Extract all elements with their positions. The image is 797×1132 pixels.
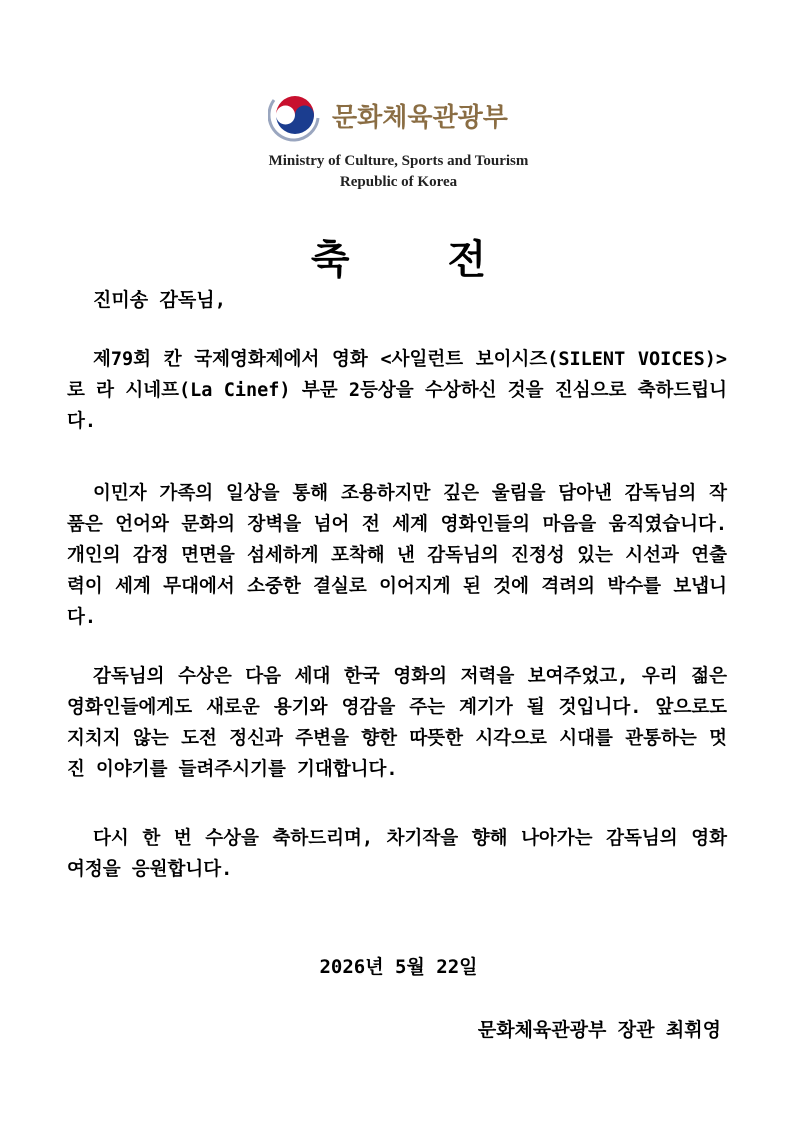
signature: 문화체육관광부 장관 최휘영 <box>477 1019 721 1041</box>
paragraph-3: 감독님의 수상은 다음 세대 한국 영화의 저력을 보여주었고, 우리 젊은 영화인들에게도 새로운 용기와 영감을 주는 계기가 될 것입니다. 앞으로도 지치지 않는 도전 정신과 주변을 향한 따뜻한 시각으로 시대를 관통하는 멋진 이야기를 들려주시기를 기대합니다. <box>67 666 727 780</box>
paragraph-4: 다시 한 번 수상을 축하드리며, 차기작을 향해 나아가는 감독님의 영화 여정을 응원합니다. <box>67 828 727 880</box>
taegeuk-emblem-icon <box>268 88 322 142</box>
paragraph-2: 이민자 가족의 일상을 통해 조용하지만 깊은 울림을 담아낸 감독님의 작품은 언어와 문화의 장벽을 넘어 전 세계 영화인들의 마음을 움직였습니다. 개인의 감정 면면을 섬세하게 포착해 낸 감독님의 진정성 있는 시선과 연출력이 세계 무대에서 소중한 결실로 이어지게 된 것에 격려의 박수를 보냅니다. <box>67 483 727 628</box>
country-name-english: Republic of Korea <box>339 174 458 190</box>
ministry-logo <box>268 88 508 142</box>
letter-date: 2026년 5월 22일 <box>319 956 478 978</box>
ministry-name-english: Ministry of Culture, Sports and Tourism <box>268 153 529 169</box>
ministry-name-korean: 문화체육관광부 <box>332 102 508 133</box>
letter-title: 축 전 <box>310 237 529 283</box>
ministry-name-english-block <box>0 151 797 193</box>
salutation: 진미송 감독님, <box>93 289 227 311</box>
paragraph-1: 제79회 칸 국제영화제에서 영화 <사일런트 보이시즈(SILENT VOICES)>로 라 시네프(La Cinef) 부문 2등상을 수상하신 것을 진심으로 축하드립니다. <box>67 349 727 432</box>
